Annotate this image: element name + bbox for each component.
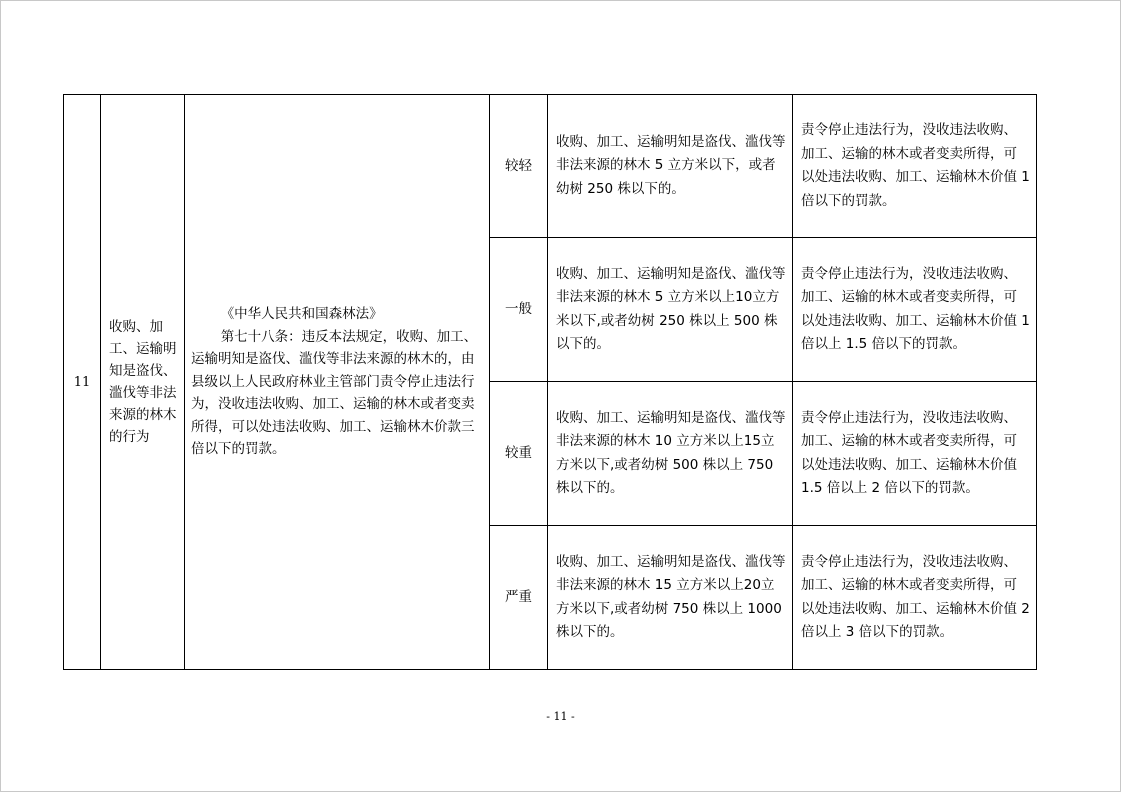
situation-severe: 收购、加工、运输明知是盗伐、滥伐等非法来源的林木 15 立方米以上20立方米以下,或者幼树 750 株以上 1000 株以下的。 xyxy=(548,526,793,670)
row-number: 11 xyxy=(64,95,101,670)
situation-serious: 收购、加工、运输明知是盗伐、滥伐等非法来源的林木 10 立方米以上15立方米以下,或者幼树 500 株以上 750 株以下的。 xyxy=(548,382,793,526)
situation-general: 收购、加工、运输明知是盗伐、滥伐等非法来源的林木 5 立方米以上10立方米以下,或者幼树 250 株以上 500 株以下的。 xyxy=(548,238,793,382)
standard-serious: 责令停止违法行为，没收违法收购、加工、运输的林木或者变卖所得，可以处违法收购、加工、运输林木价值 1.5 倍以上 2 倍以下的罚款。 xyxy=(793,382,1037,526)
legal-basis xyxy=(185,95,490,670)
level-severe: 严重 xyxy=(490,526,548,670)
situation-minor: 收购、加工、运输明知是盗伐、滥伐等非法来源的林木 5 立方米以下，或者幼树 250 株以下的。 xyxy=(548,95,793,238)
level-minor: 较轻 xyxy=(490,95,548,238)
standard-general: 责令停止违法行为，没收违法收购、加工、运输的林木或者变卖所得，可以处违法收购、加工、运输林木价值 1 倍以上 1.5 倍以下的罚款。 xyxy=(793,238,1037,382)
standard-minor: 责令停止违法行为，没收违法收购、加工、运输的林木或者变卖所得，可以处违法收购、加工、运输林木价值 1 倍以下的罚款。 xyxy=(793,95,1037,238)
page-number: - 11 - xyxy=(546,710,575,723)
penalty-standard-table xyxy=(63,94,1037,670)
table-row xyxy=(64,95,1037,238)
violation-behavior: 收购、加工、运输明知是盗伐、滥伐等非法来源的林木的行为 xyxy=(101,95,185,670)
level-serious: 较重 xyxy=(490,382,548,526)
level-general: 一般 xyxy=(490,238,548,382)
standard-severe: 责令停止违法行为，没收违法收购、加工、运输的林木或者变卖所得，可以处违法收购、加工、运输林木价值 2 倍以上 3 倍以下的罚款。 xyxy=(793,526,1037,670)
law-article: 第七十八条：违反本法规定，收购、加工、运输明知是盗伐、滥伐等非法来源的林木的，由县级以上人民政府林业主管部门责令停止违法行为，没收违法收购、加工、运输的林木或者变卖所得，可以处违法收购、加工、运输林木价款三倍以下的罚款。 xyxy=(191,328,478,458)
law-title: 《中华人民共和国森林法》 xyxy=(220,306,383,323)
